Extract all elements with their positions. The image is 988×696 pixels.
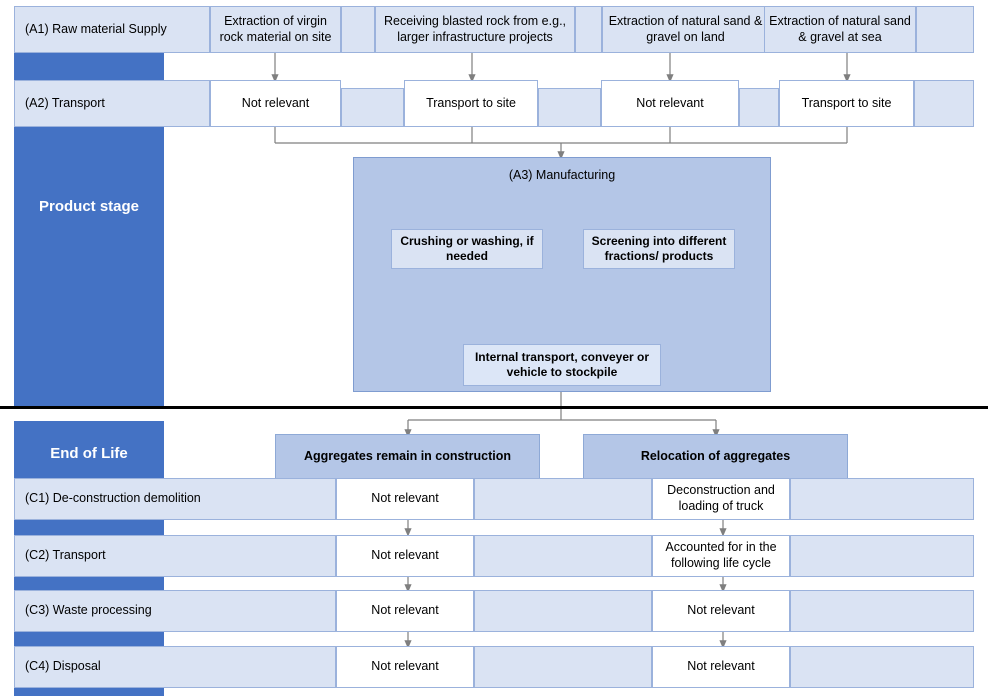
c3-item-0[interactable] [336, 590, 474, 632]
c1-item-0[interactable] [336, 478, 474, 520]
a2-spacer-0 [341, 88, 404, 127]
stage-divider [0, 406, 988, 409]
c1-item-0-label: Not relevant [371, 491, 439, 506]
row-label-a2 [14, 80, 210, 127]
a1-spacer-3 [916, 6, 974, 53]
a2-item-2[interactable] [601, 80, 739, 127]
a2-item-1-label: Transport to site [426, 95, 516, 110]
a2-item-0-label: Not relevant [241, 95, 310, 110]
c2-spacer-1 [790, 535, 974, 577]
a1-item-3-label: Extraction of natural sand & gravel at sea [769, 13, 911, 44]
row-label-c3-text: (C3) Waste processing [25, 603, 152, 618]
c4-item-0[interactable] [336, 646, 474, 688]
c4-item-1-label: Not relevant [687, 659, 755, 674]
stage-band-product-label: Product stage [38, 197, 140, 215]
a2-item-0[interactable] [210, 80, 341, 127]
c4-spacer-1 [790, 646, 974, 688]
c4-item-1[interactable] [652, 646, 790, 688]
eol-path-1[interactable] [583, 434, 848, 479]
a1-item-1[interactable] [375, 6, 575, 53]
row-label-a1-text: (A1) Raw material Supply [25, 21, 167, 36]
manufacturing-internal-transport-label: Internal transport, conveyer or vehicle to stockpile [474, 350, 650, 379]
c1-spacer-1 [790, 478, 974, 520]
a1-item-2[interactable] [602, 6, 769, 53]
row-label-c1 [14, 478, 336, 520]
manufacturing-screening-box[interactable] [583, 229, 735, 269]
row-label-c1-text: (C1) De-construction demolition [25, 491, 201, 506]
c3-spacer-1 [790, 590, 974, 632]
a2-spacer-3 [914, 80, 974, 127]
row-label-c2-text: (C2) Transport [25, 548, 106, 563]
a2-spacer-2 [739, 88, 779, 127]
manufacturing-internal-transport-box[interactable] [463, 344, 661, 386]
eol-path-1-label: Relocation of aggregates [640, 448, 791, 463]
a2-item-1[interactable] [404, 80, 538, 127]
c3-item-1[interactable] [652, 590, 790, 632]
c2-item-1[interactable] [652, 535, 790, 577]
c2-item-0-label: Not relevant [371, 548, 439, 563]
a1-item-0[interactable] [210, 6, 341, 53]
a2-item-3-label: Transport to site [801, 95, 892, 110]
stage-band-eol-label: End of Life [50, 445, 128, 462]
a2-spacer-1 [538, 88, 601, 127]
a1-spacer-0 [341, 6, 375, 53]
c4-item-0-label: Not relevant [371, 659, 439, 674]
c4-spacer-0 [474, 646, 652, 688]
manufacturing-title: (A3) Manufacturing [508, 168, 616, 182]
row-label-a2-text: (A2) Transport [25, 95, 105, 110]
row-label-c2 [14, 535, 336, 577]
c3-spacer-0 [474, 590, 652, 632]
c2-spacer-0 [474, 535, 652, 577]
row-label-c4 [14, 646, 336, 688]
a1-spacer-1 [575, 6, 602, 53]
stage-band-product [14, 6, 164, 406]
c3-item-1-label: Not relevant [687, 603, 755, 618]
c3-item-0-label: Not relevant [371, 603, 439, 618]
eol-path-0[interactable] [275, 434, 540, 479]
c2-item-1-label: Accounted for in the following life cycle [665, 540, 777, 570]
row-label-c3 [14, 590, 336, 632]
manufacturing-crushing-box[interactable] [391, 229, 543, 269]
row-label-a1 [14, 6, 210, 53]
c2-item-0[interactable] [336, 535, 474, 577]
eol-path-0-label: Aggregates remain in construction [304, 448, 511, 463]
c1-item-1[interactable] [652, 478, 790, 520]
a1-item-0-label: Extraction of virgin rock material on site [219, 13, 332, 44]
a2-item-3[interactable] [779, 80, 914, 127]
a1-item-2-label: Extraction of natural sand & gravel on land [608, 13, 763, 44]
a1-item-3[interactable] [764, 6, 916, 53]
c1-item-1-label: Deconstruction and loading of truck [667, 483, 775, 513]
row-label-c4-text: (C4) Disposal [25, 659, 101, 674]
a2-item-2-label: Not relevant [636, 95, 704, 110]
a1-item-1-label: Receiving blasted rock from e.g., larger infrastructure projects [383, 13, 567, 44]
c1-spacer-0 [474, 478, 652, 520]
manufacturing-screening-label: Screening into different fractions/ products [591, 234, 727, 263]
manufacturing-crushing-label: Crushing or washing, if needed [400, 234, 534, 263]
